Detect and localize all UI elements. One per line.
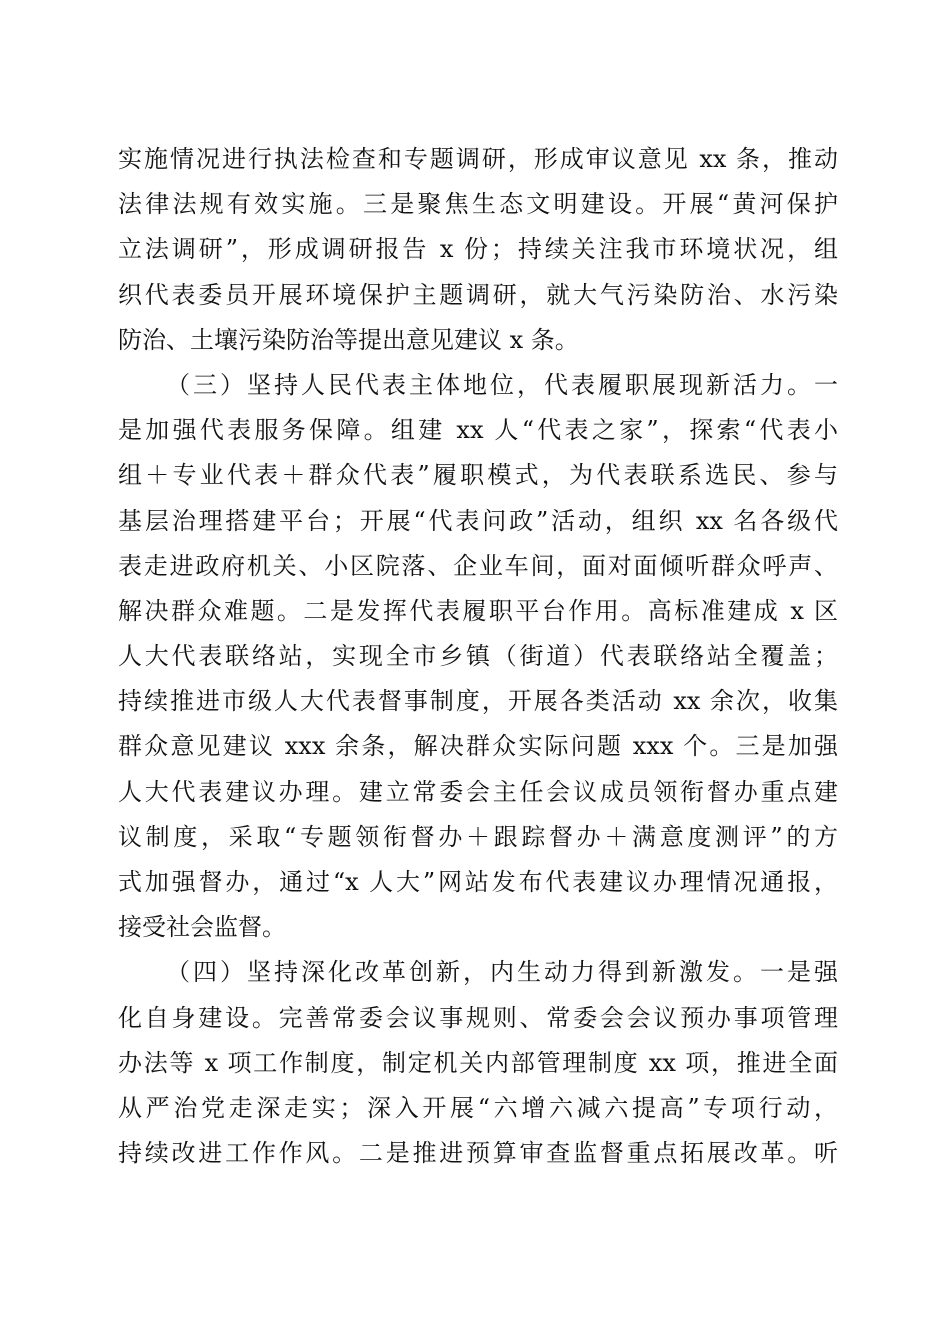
- paragraph-line: 法律法规有效实施。三是聚焦生态文明建设。开展“黄河保护: [118, 190, 838, 219]
- paragraph-line: 解决群众难题。二是发挥代表履职平台作用。高标准建成 x 区: [118, 596, 838, 625]
- paragraph-line: 立法调研”，形成调研报告 x 份；持续关注我市环境状况，组: [118, 235, 838, 264]
- paragraph-line: 持续改进工作作风。二是推进预算审查监督重点拓展改革。听: [118, 1139, 838, 1168]
- paragraph-line: 织代表委员开展环境保护主题调研，就大气污染防治、水污染: [118, 280, 838, 309]
- paragraph-line: 实施情况进行执法检查和专题调研，形成审议意见 xx 条，推动: [118, 145, 838, 173]
- paragraph-line: 防治、土壤污染防治等提出意见建议 x 条。: [118, 325, 579, 354]
- paragraph-2: [118, 363, 858, 950]
- paragraph-1: [118, 137, 858, 363]
- paragraph-line: 接受社会监督。: [118, 913, 286, 942]
- paragraph-line: 议制度，采取“专题领衔督办＋跟踪督办＋满意度测评”的方: [118, 822, 838, 851]
- paragraph-line: 化自身建设。完善常委会议事规则、常委会会议预办事项管理: [118, 1003, 838, 1032]
- paragraph-line: 表走进政府机关、小区院落、企业车间，面对面倾听群众呼声、: [118, 551, 838, 580]
- paragraph-line: 式加强督办，通过“x 人大”网站发布代表建议办理情况通报，: [118, 868, 838, 896]
- paragraph-line: 是加强代表服务保障。组建 xx 人“代表之家”，探索“代表小: [118, 416, 838, 445]
- paragraph-line: 从严治党走深走实；深入开展“六增六减六提高”专项行动，: [118, 1093, 838, 1122]
- paragraph-line: 持续推进市级人大代表督事制度，开展各类活动 xx 余次，收集: [118, 687, 838, 716]
- paragraph-3: [118, 950, 858, 1176]
- paragraph-line: 办法等 x 项工作制度，制定机关内部管理制度 xx 项，推进全面: [118, 1048, 838, 1077]
- paragraph-first-line: （三）坚持人民代表主体地位，代表履职展现新活力。一: [166, 370, 838, 399]
- paragraph-line: 组＋专业代表＋群众代表”履职模式，为代表联系选民、参与: [118, 461, 838, 490]
- paragraph-line: 人大代表联络站，实现全市乡镇（街道）代表联络站全覆盖；: [118, 642, 838, 671]
- paragraph-first-line: （四）坚持深化改革创新，内生动力得到新激发。一是强: [166, 958, 838, 987]
- paragraph-line: 群众意见建议 xxx 余条，解决群众实际问题 xxx 个。三是加强: [118, 732, 838, 761]
- document-body: [118, 137, 858, 1176]
- paragraph-line: 基层治理搭建平台；开展“代表问政”活动，组织 xx 名各级代: [118, 506, 838, 535]
- paragraph-line: 人大代表建议办理。建立常委会主任会议成员领衔督办重点建: [118, 777, 838, 806]
